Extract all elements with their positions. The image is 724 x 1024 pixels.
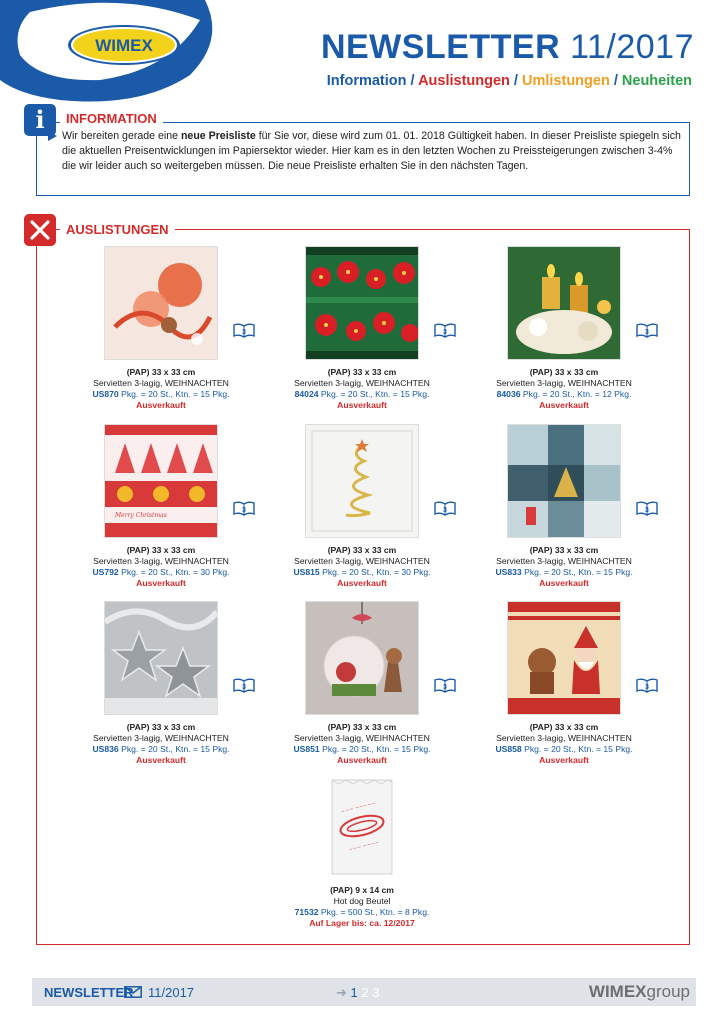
product-image [305,424,419,538]
svg-text:3: 3 [242,507,246,514]
product-status: Ausverkauft [539,578,589,588]
product-code: 71532 [294,907,319,917]
svg-text:3: 3 [645,507,649,514]
product-size: (PAP) 9 x 14 cm [330,885,394,895]
sub-information[interactable]: Information [326,73,407,89]
product-card[interactable] [262,778,462,929]
product-pack [61,389,261,400]
product-pack [262,907,462,918]
product-code: US858 [495,744,522,754]
svg-text:3: 3 [645,684,649,691]
cross-icon [24,214,56,246]
product-card[interactable] [61,424,261,589]
footer-bar [32,978,696,1006]
product-image [104,246,218,360]
product-status: Ausverkauft [136,755,186,765]
footer-date: 11/2017 [148,985,195,1000]
svg-text:~~~ ~~~~~: ~~~ ~~~~~ [340,800,377,816]
product-code: US851 [293,744,320,754]
product-pack [262,389,462,400]
svg-text:3: 3 [242,684,246,691]
sub-neuheiten[interactable]: Neuheiten [621,73,692,89]
product-image [305,246,419,360]
product-image [104,424,218,538]
product-desc: Servietten 3-lagig, WEIHNACHTEN [496,733,632,743]
product-size: (PAP) 33 x 33 cm [529,722,599,732]
product-code: US870 [92,389,119,399]
product-image [329,778,395,878]
newsletter-title [321,28,694,67]
brand-rest: group [646,982,690,1001]
product-pack [262,744,462,755]
product-image [507,424,621,538]
product-card[interactable] [262,424,462,589]
product-card[interactable] [61,246,261,411]
info-icon: i [24,104,56,136]
product-pack-text: Pkg. = 20 St., Ktn. = 15 Pkg. [118,744,230,754]
product-pack [61,567,261,578]
product-size: (PAP) 33 x 33 cm [529,545,599,555]
product-image [104,601,218,715]
information-heading: INFORMATION [60,111,163,126]
product-pack-text: Pkg. = 20 St., Ktn. = 15 Pkg. [521,744,633,754]
product-desc: Servietten 3-lagig, WEIHNACHTEN [294,378,430,388]
brand-bold: WIMEX [588,982,647,1001]
product-size: (PAP) 33 x 33 cm [327,545,397,555]
product-code: 84036 [496,389,521,399]
product-pack-text: Pkg. = 20 St., Ktn. = 12 Pkg. [520,389,632,399]
product-card[interactable] [262,601,462,766]
catalog-book-icon[interactable] [434,500,456,516]
product-size: (PAP) 33 x 33 cm [529,367,599,377]
product-card[interactable] [464,246,664,411]
product-pack [262,567,462,578]
logo-text: WIMEX [95,36,153,55]
product-status: Ausverkauft [136,578,186,588]
svg-text:3: 3 [443,329,447,336]
svg-text:3: 3 [242,329,246,336]
product-status: Ausverkauft [136,400,186,410]
title-date: 11/2017 [570,28,694,66]
catalog-book-icon[interactable] [636,677,658,693]
product-pack [61,744,261,755]
page-arrow-icon: ➜ [336,985,347,1000]
product-desc: Hot dog Beutel [333,896,391,906]
page-1-link[interactable]: 1 [350,985,358,1000]
catalog-book-icon[interactable] [434,322,456,338]
product-code: US836 [92,744,119,754]
product-pack-text: Pkg. = 20 St., Ktn. = 30 Pkg. [118,567,230,577]
product-pack [464,744,664,755]
sub-sep: / [609,73,622,89]
product-card[interactable] [464,601,664,766]
page-3-link[interactable]: 3 [372,985,380,1000]
info-text-part: für Sie vor, diese wird zum 01. 01. 2018 Gültigkeit haben. In dieser Preisliste spiegeln sich die aktuellen Preisentwicklungen im Papiersektor wieder. Hier kam es in den letzten Wochen zu Preissteigerungen zwischen 3-4% die wir leider auch so weitergeben müssen. Die neue Preisliste erhalten Sie in den nächsten Tagen. [62,130,681,172]
product-desc: Servietten 3-lagig, WEIHNACHTEN [294,733,430,743]
svg-text:3: 3 [645,329,649,336]
svg-text:3: 3 [443,507,447,514]
mail-icon[interactable] [124,986,142,998]
product-size: (PAP) 33 x 33 cm [327,367,397,377]
info-text-part: Wir bereiten gerade eine [62,130,181,142]
product-code: US815 [293,567,320,577]
sub-sep: / [406,73,419,89]
product-pack-text: Pkg. = 20 St., Ktn. = 15 Pkg. [118,389,230,399]
product-status: Ausverkauft [539,400,589,410]
sub-umlistungen[interactable]: Umlistungen [522,73,610,89]
product-desc: Servietten 3-lagig, WEIHNACHTEN [93,556,229,566]
product-desc: Servietten 3-lagig, WEIHNACHTEN [93,733,229,743]
info-text-bold: neue Preisliste [180,130,256,142]
catalog-book-icon[interactable] [636,500,658,516]
svg-text:3: 3 [443,684,447,691]
footer-brand [589,982,690,1002]
footer-newsletter: NEWSLETTER [44,985,134,1000]
product-desc: Servietten 3-lagig, WEIHNACHTEN [496,556,632,566]
product-size: (PAP) 33 x 33 cm [126,367,196,377]
svg-text:Merry Christmas: Merry Christmas [115,512,167,519]
product-image [305,601,419,715]
title-word: NEWSLETTER [320,28,561,66]
product-desc: Servietten 3-lagig, WEIHNACHTEN [496,378,632,388]
bullet-arrow-icon [48,131,57,141]
sub-auslistungen[interactable]: Auslistungen [418,73,510,89]
catalog-book-icon[interactable] [233,500,255,516]
product-status: Ausverkauft [337,755,387,765]
product-status: Ausverkauft [539,755,589,765]
catalog-book-icon[interactable] [233,322,255,338]
product-size: (PAP) 33 x 33 cm [126,722,196,732]
product-pack [464,567,664,578]
product-image [507,246,621,360]
product-size: (PAP) 33 x 33 cm [327,722,397,732]
product-card[interactable] [61,601,261,766]
product-status: Ausverkauft [337,400,387,410]
catalog-book-icon[interactable] [434,677,456,693]
product-code: US792 [92,567,119,577]
product-pack-text: Pkg. = 20 St., Ktn. = 30 Pkg. [319,567,431,577]
catalog-book-icon[interactable] [636,322,658,338]
product-size: (PAP) 33 x 33 cm [126,545,196,555]
product-pack-text: Pkg. = 20 St., Ktn. = 15 Pkg. [319,744,431,754]
product-status: Ausverkauft [337,578,387,588]
product-pack-text: Pkg. = 20 St., Ktn. = 15 Pkg. [521,567,633,577]
product-pack-text: Pkg. = 500 St., Ktn. = 8 Pkg. [318,907,430,917]
auslistungen-heading: AUSLISTUNGEN [60,222,175,237]
page-2-link[interactable]: 2 [361,985,369,1000]
information-text [62,129,684,174]
section-subtitle [327,73,692,89]
product-card[interactable] [262,246,462,411]
product-desc: Servietten 3-lagig, WEIHNACHTEN [294,556,430,566]
product-desc: Servietten 3-lagig, WEIHNACHTEN [93,378,229,388]
sub-sep: / [509,73,522,89]
product-status: Auf Lager bis: ca. 12/2017 [309,918,415,928]
product-code: US833 [495,567,522,577]
product-pack [464,389,664,400]
product-code: 84024 [294,389,319,399]
page-navigation [336,985,379,1001]
product-card[interactable] [464,424,664,589]
product-image [507,601,621,715]
svg-text:~~~ ~~~~: ~~~ ~~~~ [348,839,380,854]
product-pack-text: Pkg. = 20 St., Ktn. = 15 Pkg. [318,389,430,399]
catalog-book-icon[interactable] [233,677,255,693]
wimex-logo[interactable] [0,0,230,110]
